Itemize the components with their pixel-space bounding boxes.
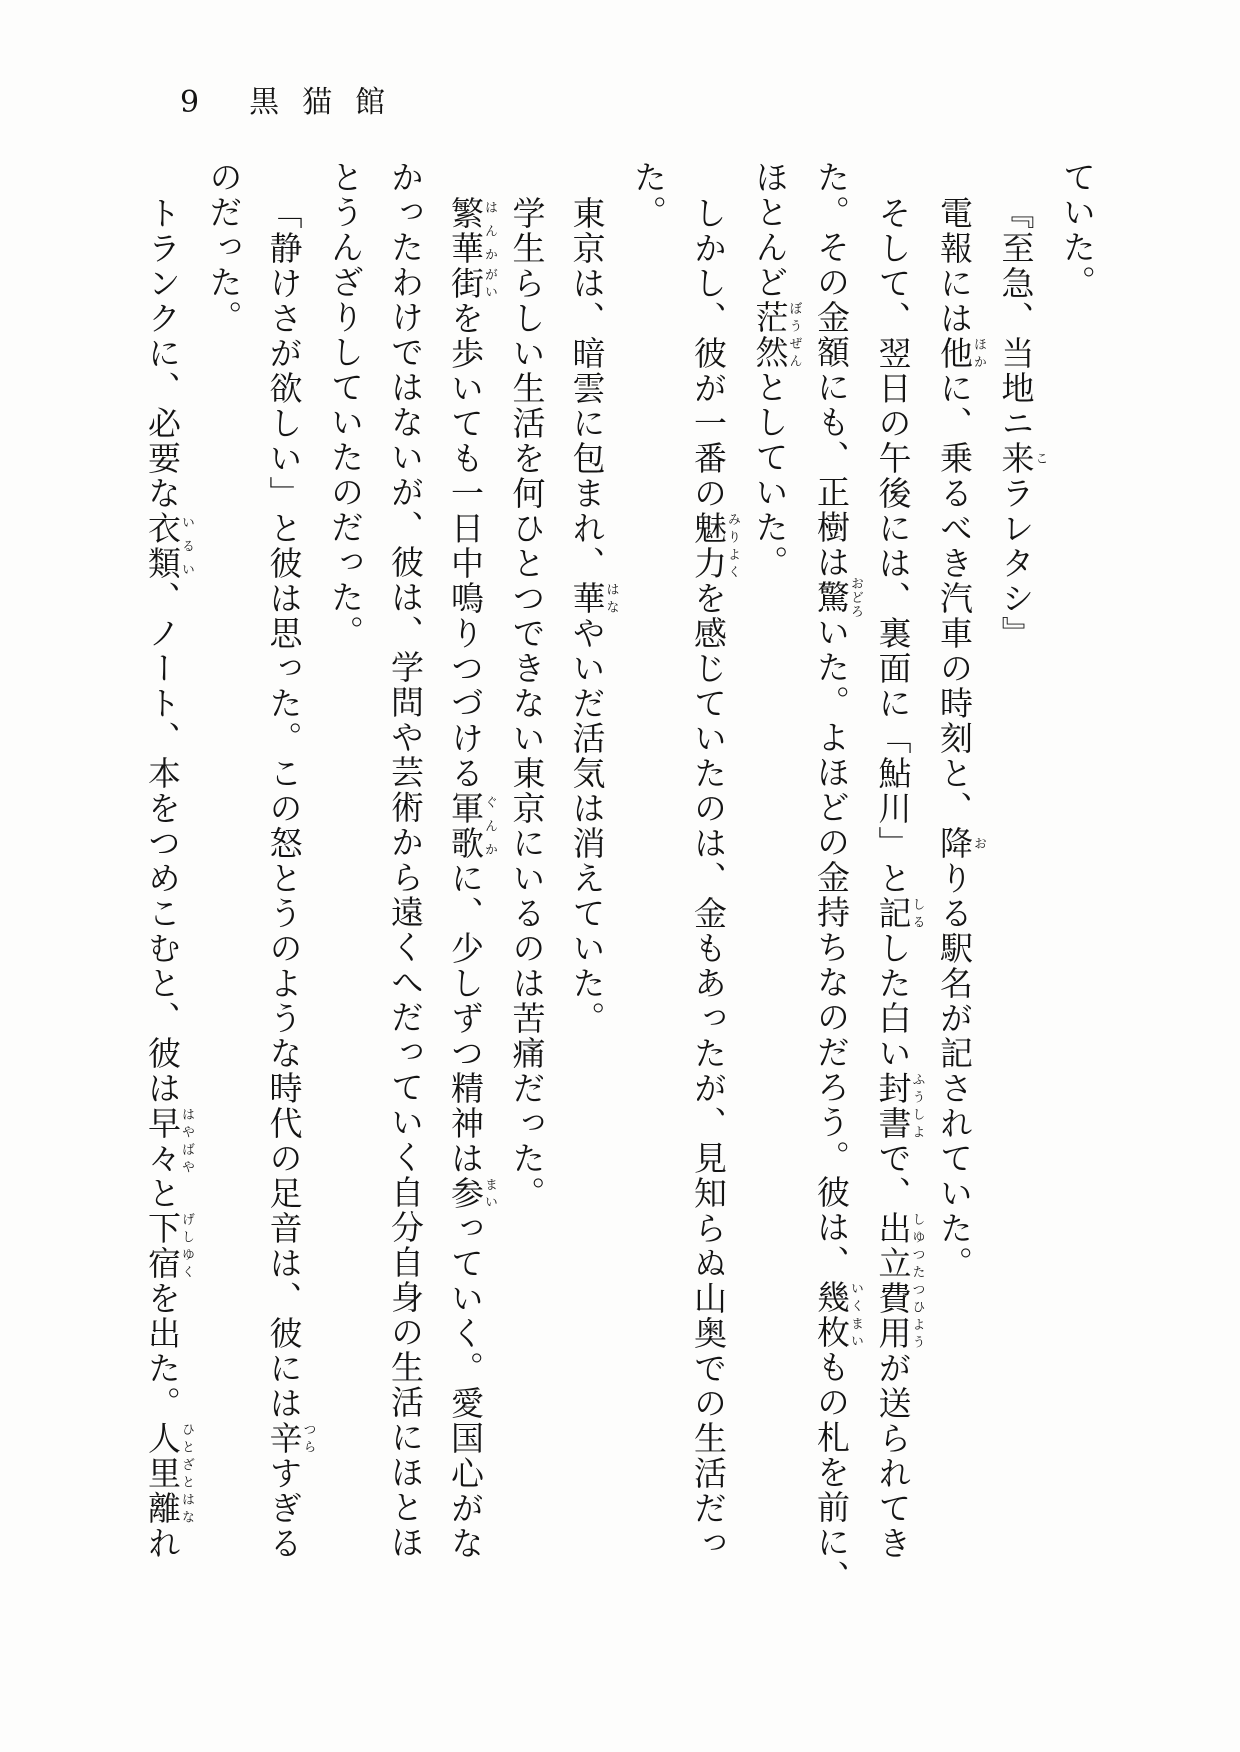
text-column: 「静けさが欲しい」と彼は思った。この怒とうのような時代の足音は、彼には辛つらすぎる [264,196,316,1561]
book-title: 黒猫館 [249,85,409,120]
text-column: とうんざりしていたのだった。 [326,160,365,650]
text-column: 学生らしい生活を何ひとつできない東京にいるのは苦痛だった。 [507,196,547,1211]
text-column: 電報には他ほかに、乗るべき汽車の時刻と、降おりる駅名が記されていた。 [935,196,986,1281]
body-text-block [132,160,1107,1680]
text-column: た。 [629,160,668,230]
text-column: しかし、彼が一番の魅力みりよくを感じていたのは、金もあったが、見知らぬ山奥での生活だっ [689,196,740,1561]
text-column: ほとんど茫然ぼうぜんとしていた。 [750,160,802,580]
text-column: ていた。 [1058,160,1097,300]
text-column: トランクに、必要な衣類いるい、ノート、本をつめこむと、彼は早々はやばやと下宿げしゆくを出た。人里ひとざと離はなれ [143,196,194,1561]
text-column: かったわけではないが、彼は、学問や芸術から遠くへだっていく自分自身の生活にほとほ [386,160,425,1560]
text-column: 繁華はんか街がいを歩いても一日中鳴りつづける軍歌ぐんかに、少しずつ精神は参まいっていく。愛国心がな [446,196,497,1561]
text-column: 『至急、当地ニ来こラレタシ』 [996,196,1048,651]
text-column: のだった。 [204,160,244,335]
text-column: 東京は、暗雲に包まれ、華はなやいだ活気は消えていた。 [567,196,619,1036]
text-column: そして、翌日の午後には、裏面に「鮎川」と記しるした白い封書ふうしよで、出立費用しゆつたつひようが送られてき [873,196,925,1561]
running-header [180,86,408,119]
text-column: た。その金額にも、正樹は驚おどろいた。よほどの金持ちなのだろう。彼は、幾枚いくまいもの札を前に、 [812,160,863,1595]
page-number: 9 [180,85,200,120]
